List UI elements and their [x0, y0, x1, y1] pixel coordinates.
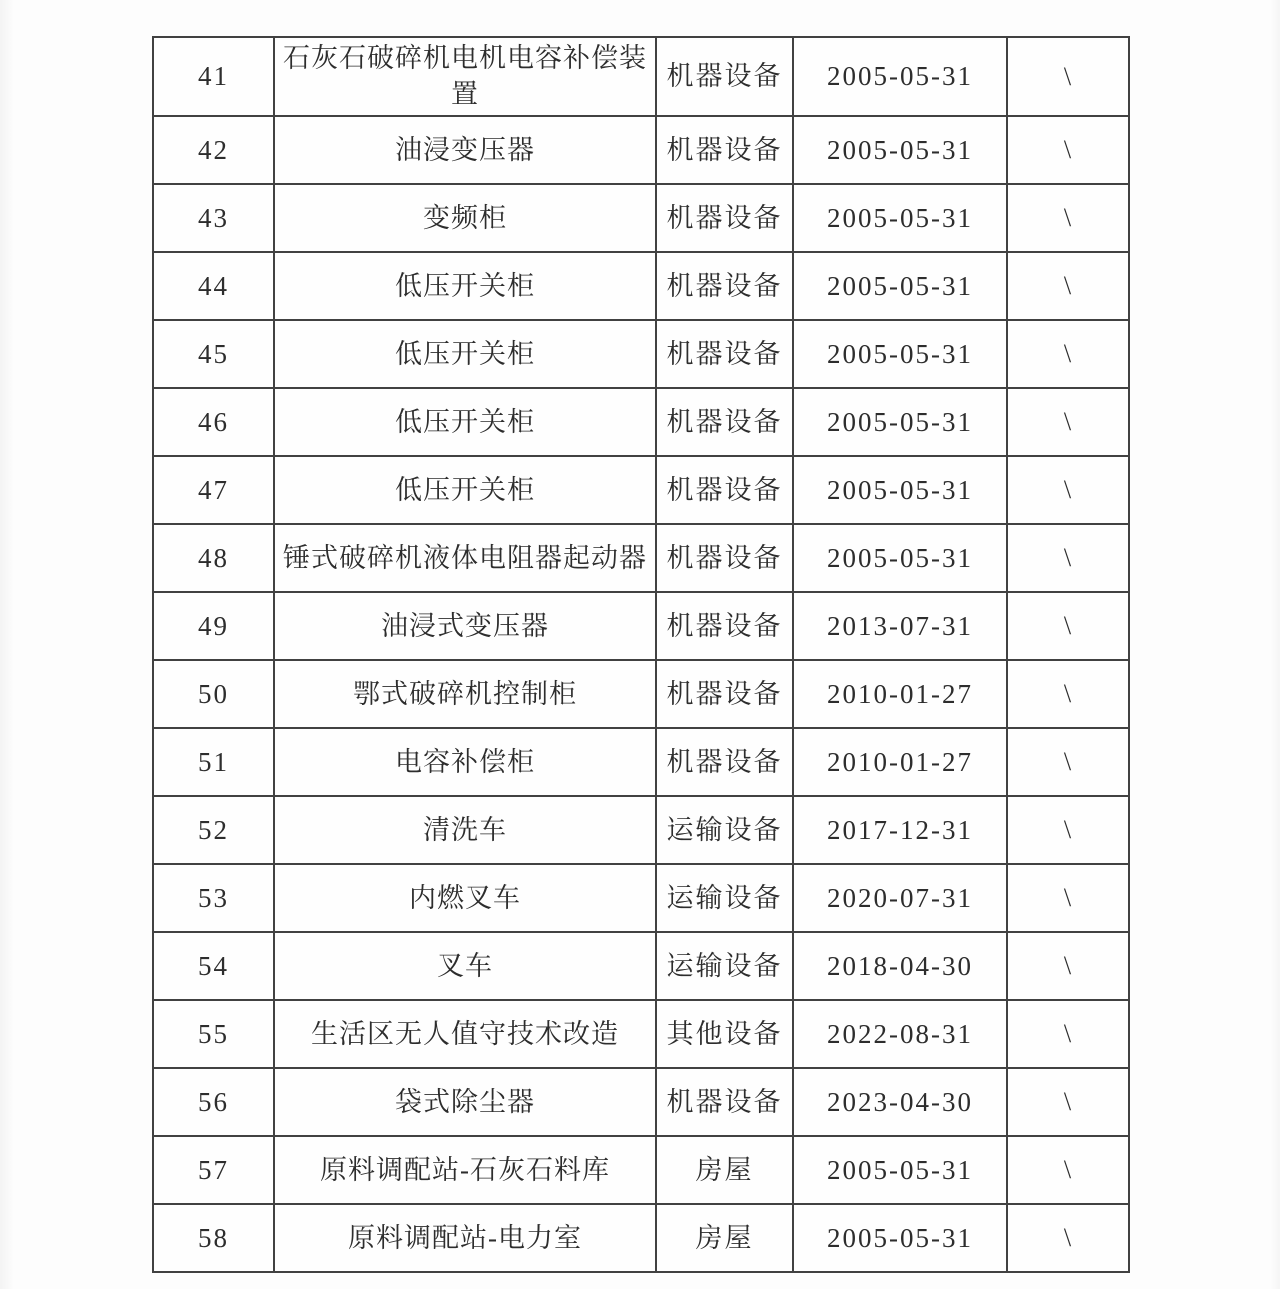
cell-row-number: 51	[153, 728, 274, 796]
cell-asset-name: 低压开关柜	[274, 252, 656, 320]
cell-row-number: 58	[153, 1204, 274, 1272]
cell-note: \	[1007, 1204, 1129, 1272]
cell-note: \	[1007, 388, 1129, 456]
cell-note: \	[1007, 728, 1129, 796]
cell-asset-category: 机器设备	[656, 252, 793, 320]
cell-asset-name: 原料调配站-石灰石料库	[274, 1136, 656, 1204]
cell-asset-category: 机器设备	[656, 660, 793, 728]
table-row	[153, 932, 1129, 1000]
cell-date: 2005-05-31	[793, 1204, 1007, 1272]
cell-date: 2005-05-31	[793, 184, 1007, 252]
table-row	[153, 252, 1129, 320]
cell-note: \	[1007, 592, 1129, 660]
cell-asset-category: 机器设备	[656, 184, 793, 252]
cell-date: 2022-08-31	[793, 1000, 1007, 1068]
cell-row-number: 42	[153, 116, 274, 184]
cell-date: 2010-01-27	[793, 660, 1007, 728]
cell-asset-name: 低压开关柜	[274, 320, 656, 388]
table-row	[153, 1204, 1129, 1272]
cell-asset-category: 运输设备	[656, 864, 793, 932]
cell-row-number: 48	[153, 524, 274, 592]
cell-asset-name: 油浸式变压器	[274, 592, 656, 660]
cell-asset-category: 运输设备	[656, 932, 793, 1000]
cell-note: \	[1007, 320, 1129, 388]
table-row	[153, 456, 1129, 524]
cell-row-number: 56	[153, 1068, 274, 1136]
cell-asset-category: 机器设备	[656, 456, 793, 524]
cell-date: 2020-07-31	[793, 864, 1007, 932]
cell-date: 2005-05-31	[793, 456, 1007, 524]
cell-asset-name: 锤式破碎机液体电阻器起动器	[274, 524, 656, 592]
cell-note: \	[1007, 456, 1129, 524]
cell-note: \	[1007, 796, 1129, 864]
cell-row-number: 53	[153, 864, 274, 932]
table-row	[153, 388, 1129, 456]
cell-row-number: 52	[153, 796, 274, 864]
cell-row-number: 46	[153, 388, 274, 456]
cell-note: \	[1007, 252, 1129, 320]
cell-asset-name: 变频柜	[274, 184, 656, 252]
cell-note: \	[1007, 37, 1129, 116]
cell-asset-category: 其他设备	[656, 1000, 793, 1068]
cell-row-number: 45	[153, 320, 274, 388]
table-row	[153, 1068, 1129, 1136]
table-row	[153, 660, 1129, 728]
cell-date: 2018-04-30	[793, 932, 1007, 1000]
cell-note: \	[1007, 184, 1129, 252]
cell-note: \	[1007, 1000, 1129, 1068]
cell-asset-name: 低压开关柜	[274, 456, 656, 524]
cell-asset-category: 机器设备	[656, 728, 793, 796]
cell-row-number: 55	[153, 1000, 274, 1068]
cell-date: 2005-05-31	[793, 252, 1007, 320]
cell-asset-name: 生活区无人值守技术改造	[274, 1000, 656, 1068]
cell-row-number: 43	[153, 184, 274, 252]
cell-asset-name: 鄂式破碎机控制柜	[274, 660, 656, 728]
table-row	[153, 184, 1129, 252]
cell-asset-name: 油浸变压器	[274, 116, 656, 184]
cell-asset-category: 机器设备	[656, 116, 793, 184]
cell-date: 2005-05-31	[793, 1136, 1007, 1204]
cell-asset-name: 电容补偿柜	[274, 728, 656, 796]
cell-note: \	[1007, 116, 1129, 184]
cell-asset-category: 机器设备	[656, 1068, 793, 1136]
cell-note: \	[1007, 932, 1129, 1000]
cell-asset-name: 低压开关柜	[274, 388, 656, 456]
table-row	[153, 796, 1129, 864]
cell-date: 2005-05-31	[793, 524, 1007, 592]
cell-row-number: 49	[153, 592, 274, 660]
cell-date: 2017-12-31	[793, 796, 1007, 864]
cell-asset-name: 清洗车	[274, 796, 656, 864]
cell-asset-category: 机器设备	[656, 592, 793, 660]
cell-asset-name: 石灰石破碎机电机电容补偿装置	[274, 37, 656, 116]
cell-row-number: 50	[153, 660, 274, 728]
cell-date: 2023-04-30	[793, 1068, 1007, 1136]
cell-asset-category: 机器设备	[656, 320, 793, 388]
cell-asset-name: 内燃叉车	[274, 864, 656, 932]
cell-asset-category: 机器设备	[656, 388, 793, 456]
cell-row-number: 54	[153, 932, 274, 1000]
cell-note: \	[1007, 1068, 1129, 1136]
cell-asset-name: 原料调配站-电力室	[274, 1204, 656, 1272]
cell-row-number: 44	[153, 252, 274, 320]
table-row	[153, 116, 1129, 184]
cell-date: 2010-01-27	[793, 728, 1007, 796]
asset-table-body	[153, 37, 1129, 1272]
cell-date: 2013-07-31	[793, 592, 1007, 660]
asset-table	[152, 36, 1130, 1273]
table-row	[153, 864, 1129, 932]
cell-row-number: 57	[153, 1136, 274, 1204]
cell-asset-category: 房屋	[656, 1204, 793, 1272]
table-row	[153, 1136, 1129, 1204]
cell-asset-category: 运输设备	[656, 796, 793, 864]
cell-date: 2005-05-31	[793, 37, 1007, 116]
cell-note: \	[1007, 1136, 1129, 1204]
cell-asset-category: 机器设备	[656, 37, 793, 116]
cell-row-number: 47	[153, 456, 274, 524]
table-row	[153, 1000, 1129, 1068]
cell-asset-name: 叉车	[274, 932, 656, 1000]
table-row	[153, 728, 1129, 796]
cell-asset-name: 袋式除尘器	[274, 1068, 656, 1136]
cell-row-number: 41	[153, 37, 274, 116]
cell-date: 2005-05-31	[793, 388, 1007, 456]
table-row	[153, 524, 1129, 592]
cell-date: 2005-05-31	[793, 320, 1007, 388]
table-row	[153, 37, 1129, 116]
cell-asset-category: 机器设备	[656, 524, 793, 592]
cell-note: \	[1007, 524, 1129, 592]
table-row	[153, 320, 1129, 388]
cell-note: \	[1007, 864, 1129, 932]
cell-date: 2005-05-31	[793, 116, 1007, 184]
cell-asset-category: 房屋	[656, 1136, 793, 1204]
cell-note: \	[1007, 660, 1129, 728]
table-row	[153, 592, 1129, 660]
